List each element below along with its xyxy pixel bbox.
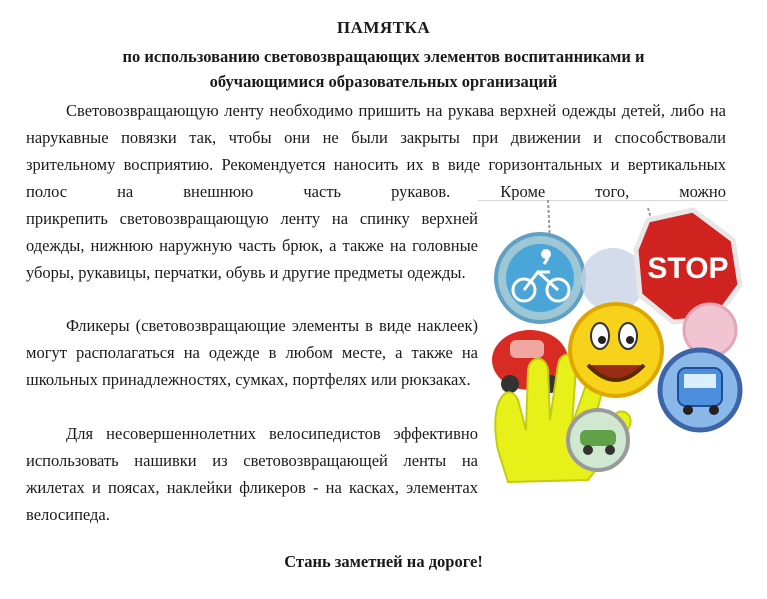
paragraph-flickers: Фликеры (световозвращающие элементы в виде наклеек) могут располагаться на одежде в любом месте, а также на школьных принадлежностях, сумках, портфелях или рюкзаках. bbox=[26, 316, 478, 389]
footer-slogan: Стань заметней на дороге! bbox=[284, 552, 483, 571]
bus-icon bbox=[660, 350, 740, 430]
small-car-disc bbox=[568, 410, 628, 470]
document-subtitle-line2: обучающимися образовательных организаций bbox=[209, 72, 558, 91]
document-title: ПАМЯТКА bbox=[336, 18, 431, 37]
bicycle-icon bbox=[496, 234, 584, 322]
reflective-flickers-illustration bbox=[488, 200, 750, 490]
paragraph-cyclists: Для несовершеннолетних велосипедистов эффективно использовать нашивки из световозвращающей ленты на жилетах и поясах, наклейки фликеров - на касках, элементах велосипеда. bbox=[26, 424, 478, 524]
smiley-icon bbox=[570, 304, 662, 396]
paragraph-ribbon-placement: прикрепить световозвращающую ленту на спинку верхней одежды, нижнюю наружную часть брюк, а также на головные уборы, рукавицы, перчатки, обувь и другие предметы одежды. bbox=[26, 209, 478, 282]
pink-reflective-disc bbox=[684, 304, 736, 356]
stop-sign-text: STOP bbox=[647, 252, 729, 285]
paragraph-ribbon-sleeves: Световозвращающую ленту необходимо пришить на рукава верхней одежды детей, либо на нарукавные повязки так, чтобы они не были закрыты при движении и способствовали зрительному восприятию. Рекомендуется наносить их в виде горизонтальных и вертикальных полос на внешнюю часть рукавов. Кроме того, можно bbox=[26, 101, 726, 201]
stop-sign-icon bbox=[636, 210, 740, 322]
document-subtitle-line1: по использованию световозвращающих элементов воспитанниками и bbox=[122, 47, 645, 66]
